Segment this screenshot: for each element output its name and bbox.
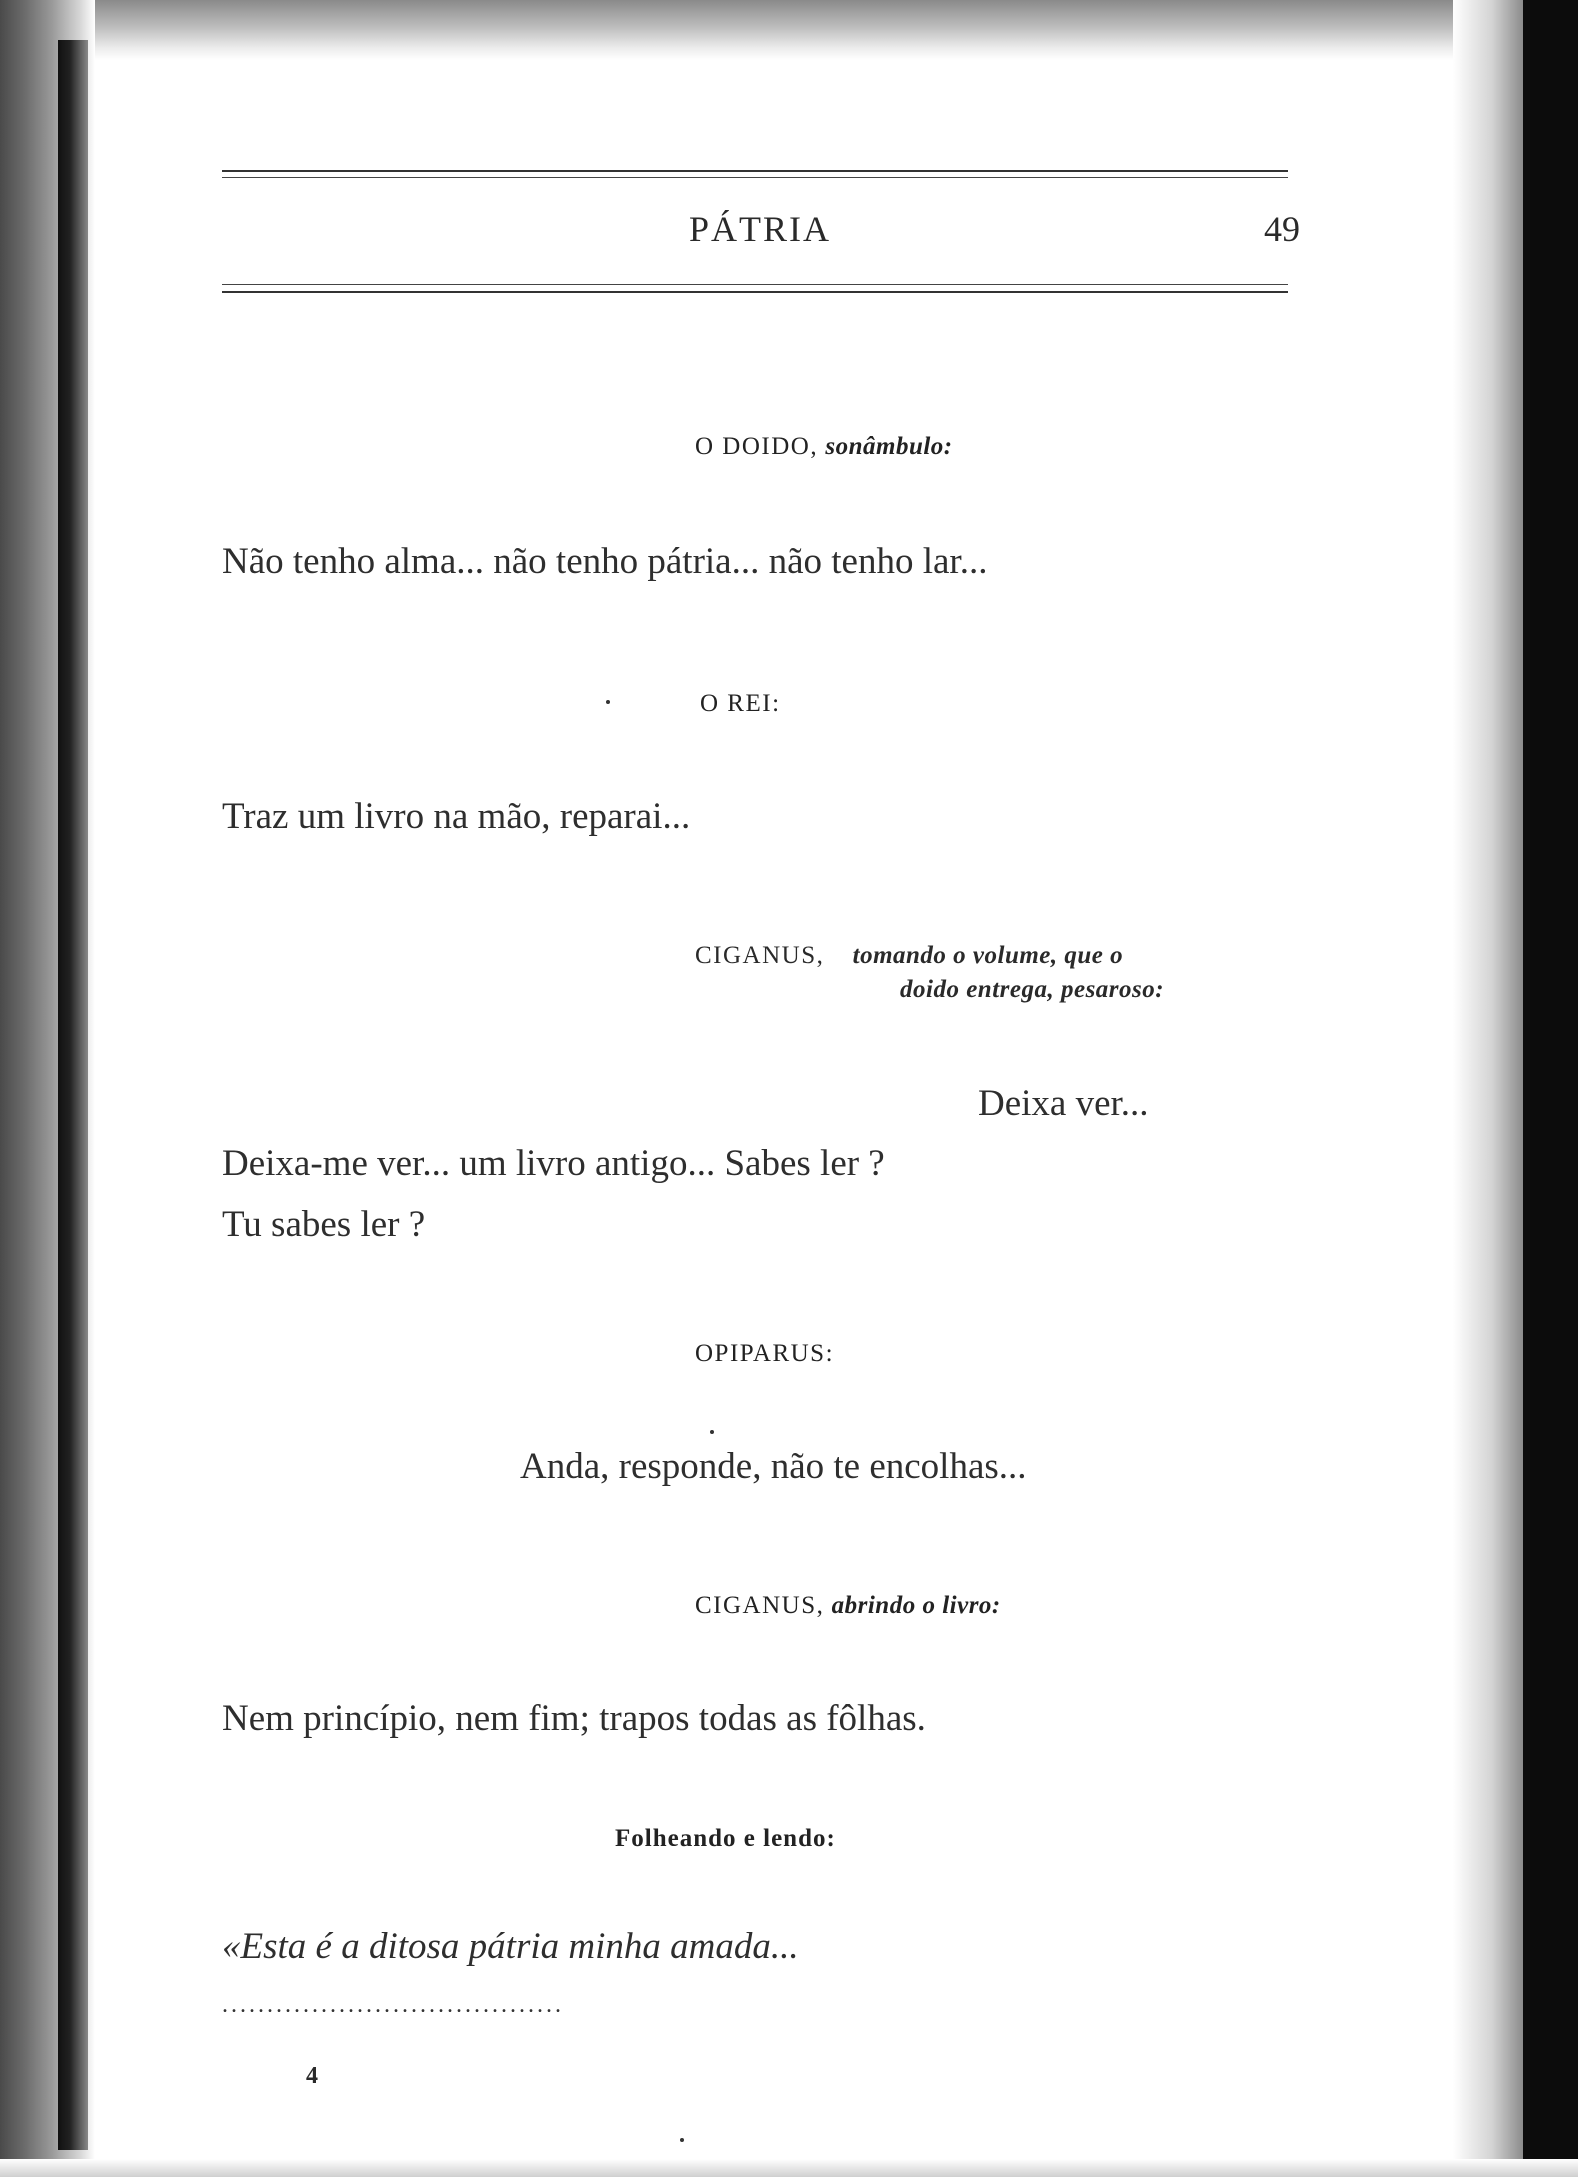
stage-direction: sonâmbulo: bbox=[825, 433, 953, 460]
stage-direction: tomando o volume, que o bbox=[852, 942, 1124, 969]
running-head-title: PÁTRIA bbox=[688, 209, 831, 249]
speaker-ciganus-block bbox=[695, 942, 1165, 1003]
speaker-opiparus bbox=[695, 1340, 834, 1368]
stage-direction-centered: Folheando e lendo: bbox=[615, 1825, 836, 1852]
header-rule-top bbox=[222, 170, 1288, 172]
scan-right-shadow bbox=[1453, 0, 1523, 2177]
scan-binding-shadow bbox=[58, 40, 88, 2150]
speaker-name: CIGANUS, bbox=[695, 942, 825, 969]
signature-mark: 4 bbox=[306, 2063, 318, 2089]
scan-right-edge bbox=[1523, 0, 1578, 2177]
header-rule-bottom-thin bbox=[222, 284, 1288, 285]
page-number: 49 bbox=[1264, 209, 1300, 249]
ellipsis-row: ...................................... bbox=[222, 1992, 564, 2018]
speaker-doido bbox=[695, 433, 953, 461]
verse-line: Deixa-me ver... um livro antigo... Sabes ler ? bbox=[222, 1143, 885, 1184]
verse-line: Deixa ver... bbox=[978, 1083, 1149, 1124]
verse-line: Tu sabes ler ? bbox=[222, 1204, 426, 1245]
speaker-name: O REI: bbox=[700, 690, 781, 717]
speaker-ciganus bbox=[695, 1592, 1001, 1620]
verse-line: Nem princípio, nem fim; trapos todas as fôlhas. bbox=[222, 1698, 926, 1739]
verse-line-quoted: «Esta é a ditosa pátria minha amada... bbox=[222, 1926, 799, 1967]
header-rule-top-thin bbox=[222, 177, 1288, 178]
verse-line: Não tenho alma... não tenho pátria... não tenho lar... bbox=[222, 541, 988, 582]
stage-direction: abrindo o livro: bbox=[831, 1592, 1001, 1619]
print-speck bbox=[606, 700, 610, 704]
speaker-name: O DOIDO, bbox=[695, 433, 819, 460]
header-rule-bottom bbox=[222, 291, 1288, 293]
scan-bottom-edge bbox=[0, 2159, 1578, 2177]
scan-top-edge bbox=[0, 0, 1578, 60]
verse-line: Anda, responde, não te encolhas... bbox=[520, 1446, 1027, 1487]
print-speck bbox=[680, 2138, 684, 2142]
stage-direction-continued: doido entrega, pesaroso: bbox=[900, 976, 1165, 1003]
speaker-name: OPIPARUS: bbox=[695, 1340, 835, 1367]
speaker-name: CIGANUS, bbox=[695, 1592, 825, 1619]
speaker-rei bbox=[700, 690, 781, 718]
verse-line: Traz um livro na mão, reparai... bbox=[222, 796, 691, 837]
print-speck bbox=[710, 1430, 714, 1434]
